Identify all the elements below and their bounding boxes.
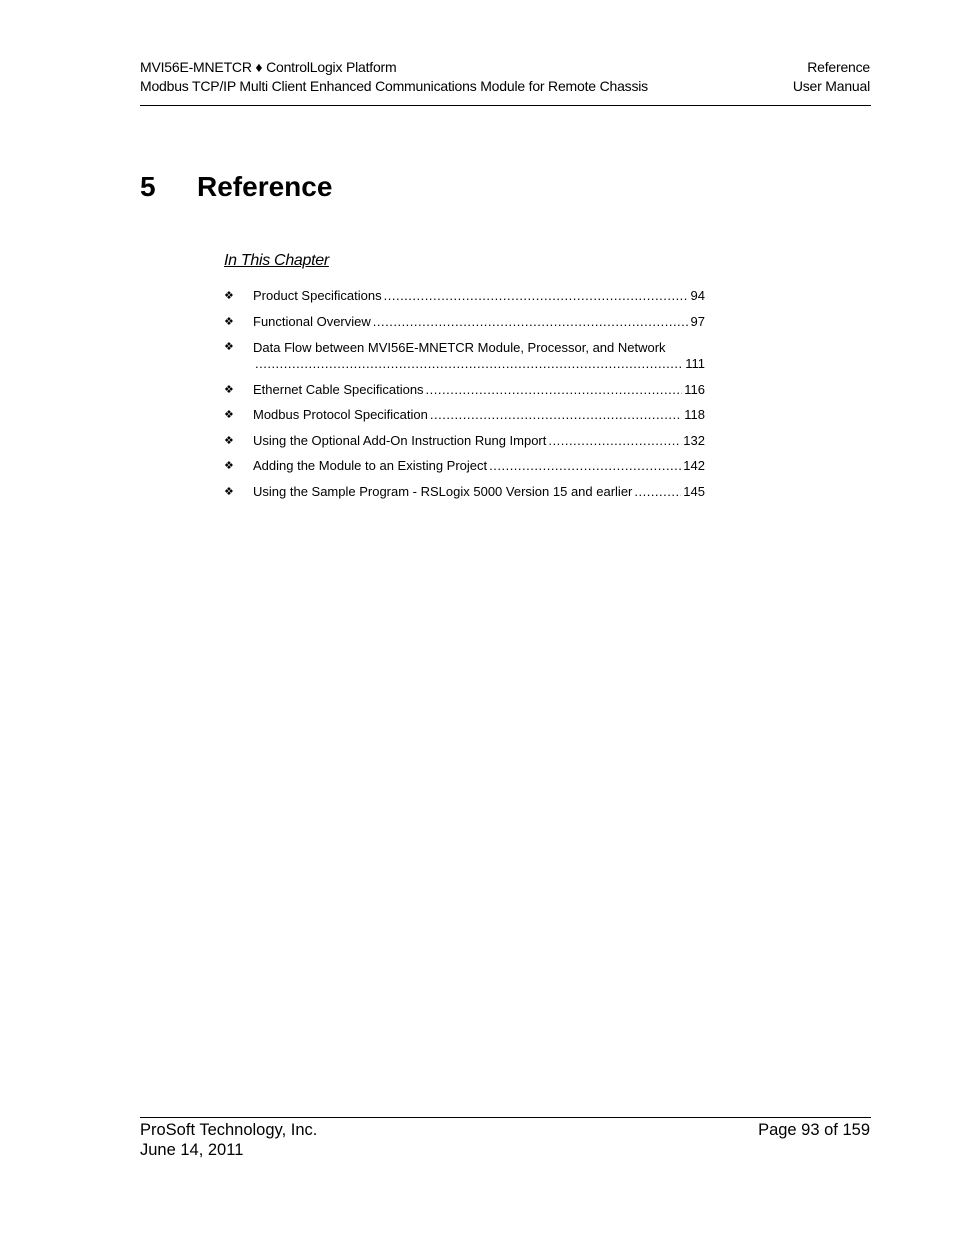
toc-entry-title: Modbus Protocol Specification [253, 407, 428, 422]
toc-entry[interactable] [224, 433, 705, 449]
diamond-bullet-icon: ❖ [224, 383, 234, 396]
toc-entry[interactable] [224, 407, 705, 423]
header-right [793, 58, 870, 96]
footer-right [758, 1120, 870, 1140]
toc-entry-page: 142 [683, 458, 705, 473]
toc-entry-page: 118 [684, 407, 705, 422]
header-left [140, 58, 648, 96]
toc-leader-dots [373, 314, 689, 330]
chapter-toc [224, 288, 705, 509]
toc-entry[interactable] [224, 288, 705, 304]
toc-entry-title: Adding the Module to an Existing Project [253, 458, 488, 473]
header-product-line: MVI56E-MNETCR ♦ ControlLogix Platform [140, 59, 397, 75]
toc-entry-page: 116 [684, 381, 705, 397]
diamond-bullet-icon: ❖ [224, 341, 234, 353]
toc-leader-dots [548, 433, 681, 449]
toc-entry-title: Data Flow between MVI56E-MNETCR Module, Processor, and Network [253, 340, 666, 355]
toc-entry-page: 132 [683, 432, 705, 448]
diamond-bullet-icon: ❖ [224, 290, 234, 302]
toc-entry[interactable] [224, 458, 705, 474]
footer-left [140, 1120, 317, 1160]
toc-entry[interactable] [224, 314, 705, 330]
toc-leader-dots [384, 288, 689, 304]
toc-entry-title: Using the Sample Program - RSLogix 5000 Version 15 and earlier [253, 483, 633, 499]
toc-entry-title: Product Specifications [253, 288, 382, 303]
header-section-name: Reference [807, 59, 870, 75]
in-this-chapter-heading: In This Chapter [224, 252, 329, 269]
diamond-bullet-icon: ❖ [224, 409, 234, 421]
header-document-type: User Manual [792, 78, 870, 94]
toc-entry-page: 97 [690, 313, 705, 329]
toc-entry-title: Ethernet Cable Specifications [253, 381, 424, 397]
diamond-bullet-icon: ❖ [224, 460, 234, 472]
footer-company: ProSoft Technology, Inc. [140, 1121, 318, 1139]
toc-leader-dots [634, 484, 681, 500]
diamond-bullet-icon: ❖ [224, 485, 234, 498]
toc-entry-page: 145 [683, 483, 705, 499]
footer-page-number: Page 93 of 159 [758, 1121, 870, 1139]
toc-entry[interactable] [224, 382, 705, 398]
toc-leader-dots [430, 407, 682, 423]
toc-entry-title: Functional Overview [253, 313, 371, 329]
toc-leader-dots [426, 382, 683, 398]
toc-entry-page: 111 [685, 356, 705, 371]
footer-date: June 14, 2011 [140, 1141, 244, 1159]
toc-entry-title: Using the Optional Add-On Instruction Rung Import [253, 432, 547, 448]
toc-entry[interactable] [224, 484, 705, 500]
diamond-bullet-icon: ❖ [224, 315, 234, 328]
toc-entry-page: 94 [690, 288, 705, 303]
chapter-heading [140, 170, 332, 204]
page-footer [140, 1117, 871, 1159]
toc-leader-dots [489, 458, 681, 474]
chapter-number: 5 [140, 171, 156, 202]
diamond-bullet-icon: ❖ [224, 434, 234, 447]
page-header [140, 58, 871, 106]
toc-leader-dots [255, 356, 683, 372]
toc-entry[interactable] [224, 339, 705, 372]
header-module-description: Modbus TCP/IP Multi Client Enhanced Communications Module for Remote Chassis [140, 78, 648, 94]
chapter-title: Reference [197, 171, 333, 202]
